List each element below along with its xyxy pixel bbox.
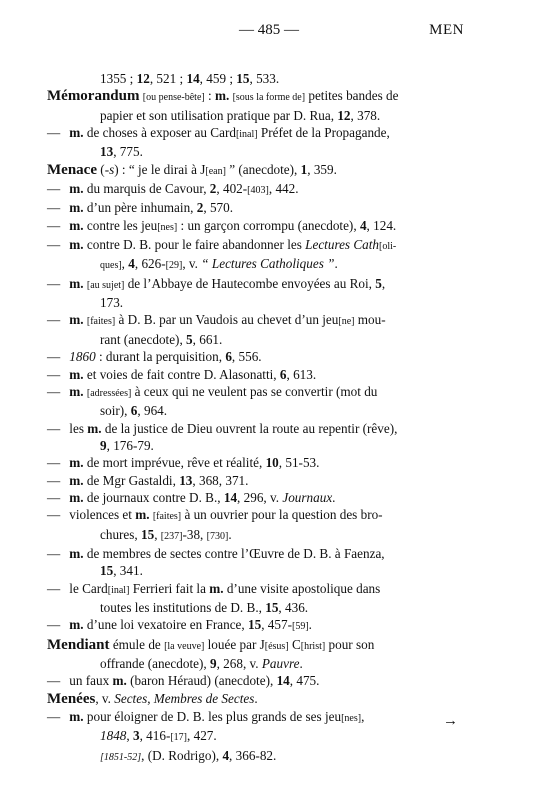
index-line: 15, 341. xyxy=(100,563,143,579)
index-line: — m. contre les jeu[nes] : un garçon corrompu (anecdote), 4, 124. xyxy=(47,217,397,233)
index-line: toutes les institutions de D. B., 15, 436. xyxy=(100,599,309,615)
index-line: — m. du marquis de Cavour, 2, 402-[403], 442. xyxy=(47,181,299,197)
index-line: rant (anecdote), 5, 661. xyxy=(100,331,223,347)
index-line: 173. xyxy=(100,295,124,311)
index-line: — 1860 : durant la perquisition, 6, 556. xyxy=(47,349,262,365)
index-line: chures, 15, [237]-38, [730]. xyxy=(100,526,232,542)
index-line: [1851-52], (D. Rodrigo), 4, 366-82. xyxy=(100,747,277,763)
index-line: — m. et voies de fait contre D. Alasonatti, 6, 613. xyxy=(47,366,317,382)
index-line: — m. de membres de sectes contre l’Œuvre de D. B. à Faenza, xyxy=(47,545,385,561)
index-line: 9, 176-79. xyxy=(100,437,154,453)
index-entries xyxy=(47,70,447,766)
index-line: — m. [faites] à D. B. par un Vaudois au chevet d’un jeu[ne] mou- xyxy=(47,312,386,328)
index-line: — m. de mort imprévue, rêve et réalité, 10, 51-53. xyxy=(47,455,320,471)
index-line: papier et son utilisation pratique par D. Rua, 12, 378. xyxy=(100,107,381,123)
index-line: — m. pour éloigner de D. B. les plus grands de ses jeu[nes], xyxy=(47,709,365,725)
index-line: — un faux m. (baron Héraud) (anecdote), 14, 475. xyxy=(47,673,320,689)
index-line: 1848, 3, 416-[17], 427. xyxy=(100,728,217,744)
page-number: — 485 — xyxy=(239,22,299,38)
index-line: — m. contre D. B. pour le faire abandonner les Lectures Cath[oli- xyxy=(47,237,397,253)
index-line: — m. [adressées] à ceux qui ne veulent pas se convertir (mot du xyxy=(47,383,378,399)
index-line: — m. de journaux contre D. B., 14, 296, v. Journaux. xyxy=(47,489,336,505)
index-line: Mémorandum [ou pense-bête] : m. [sous la forme de] petites bandes de xyxy=(47,88,399,105)
index-line: — m. [au sujet] de l’Abbaye de Hautecombe envoyées au Roi, 5, xyxy=(47,275,386,291)
index-line: — les m. de la justice de Dieu ouvrent la route au repentir (rêve), xyxy=(47,420,398,436)
index-line: 1355 ; 12, 521 ; 14, 459 ; 15, 533. xyxy=(100,71,280,86)
continuation-arrow-icon: → xyxy=(443,713,458,729)
index-line: — le Card[inal] Ferrieri fait la m. d’une visite apostolique dans xyxy=(47,580,381,596)
index-line: — m. d’une loi vexatoire en France, 15, 457-[59]. xyxy=(47,617,312,633)
index-line: Menées, v. Sectes, Membres de Sectes. xyxy=(47,690,258,707)
running-head: MEN xyxy=(429,22,464,38)
index-line: ques], 4, 626-[29], v. “ Lectures Catholiques ”. xyxy=(100,256,338,272)
index-line: — m. de choses à exposer au Card[inal] Préfet de la Propagande, xyxy=(47,125,390,141)
index-line: Menace (-s) : “ je le dirai à J[ean] ” (anecdote), 1, 359. xyxy=(47,161,337,178)
index-line: soir), 6, 964. xyxy=(100,403,168,419)
index-line: — violences et m. [faites] à un ouvrier pour la question des bro- xyxy=(47,507,383,523)
index-line: — m. d’un père inhumain, 2, 570. xyxy=(47,200,234,216)
index-line: Mendiant émule de [la veuve] louée par J[ésus] C[hrist] pour son xyxy=(47,636,375,653)
index-line: — m. de Mgr Gastaldi, 13, 368, 371. xyxy=(47,472,249,488)
page-header xyxy=(0,22,538,42)
index-line: offrande (anecdote), 9, 268, v. Pauvre. xyxy=(100,656,303,671)
index-line: 13, 775. xyxy=(100,144,143,160)
